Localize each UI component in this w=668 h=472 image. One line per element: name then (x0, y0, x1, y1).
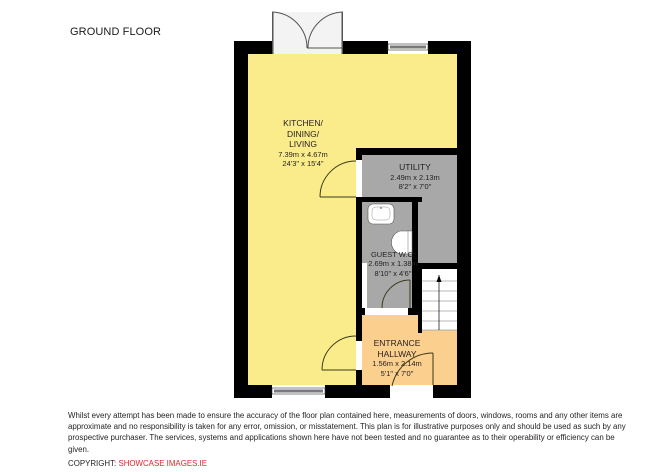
disclaimer-text: Whilst every attempt has been made to ensure the accuracy of the floor plan contained here, measurements of doors, windows, rooms and any other items are approximate and no responsibility is taken for any error, omission, or misstatement. This plan is for illustrative purposes only and should be used as such by any prospective purchaser. The services, systems and applications shown here have not been tested and no guarantee as to their operability or efficiency can be given. (68, 411, 626, 454)
room-label-guest-wc: GUEST W.C. 2.69m x 1.38m 8'10" x 4'6" (368, 250, 418, 278)
copyright-brand: SHOWCASE IMAGES.IE (118, 459, 208, 468)
french-doors (272, 12, 343, 54)
bottom-window (272, 388, 325, 394)
room-fills (248, 54, 457, 385)
top-window (388, 44, 428, 50)
room-label-utility: UTILITY 2.49m x 2.13m 8'2" x 7'0" (390, 162, 440, 191)
copyright-label: COPYRIGHT: (68, 459, 117, 468)
front-door-opening (390, 385, 433, 398)
kitchen-dining-living-floor-lower (248, 150, 356, 385)
wc-basin (368, 204, 394, 224)
room-label-kitchen: KITCHEN/ DINING/ LIVING 7.39m x 4.67m 24'3" x 15'4" (278, 118, 328, 169)
floor-title: GROUND FLOOR (70, 26, 162, 38)
copyright (68, 459, 207, 468)
room-label-hallway: ENTRANCE HALLWAY 1.56m x 2.14m 5'1" x 7'0" (372, 338, 422, 378)
